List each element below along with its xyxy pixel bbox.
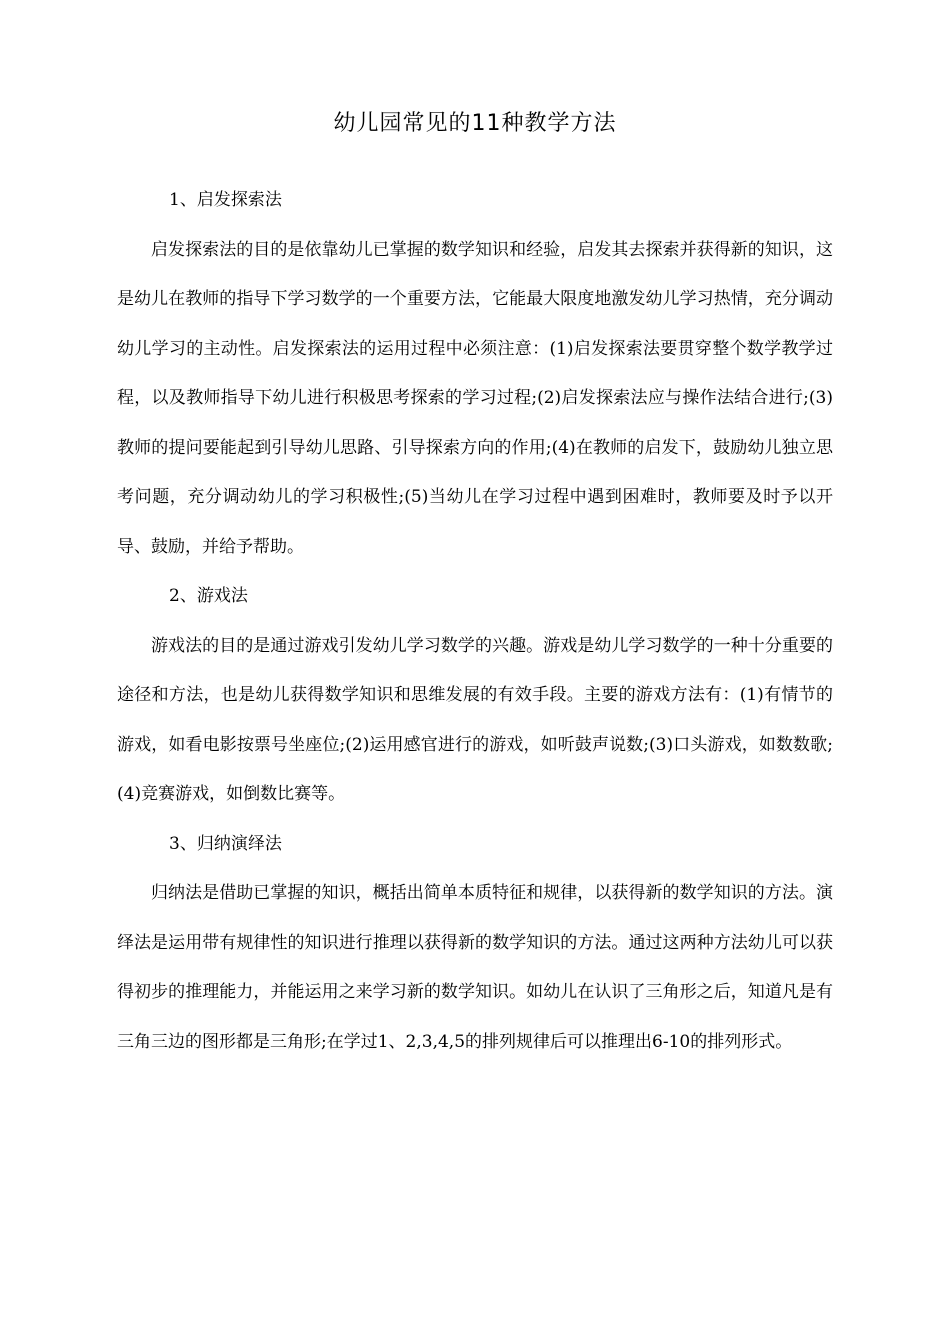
document-title: 幼儿园常见的11种教学方法 bbox=[333, 111, 617, 136]
section-heading: 2、游戏法 bbox=[169, 586, 248, 606]
section-heading: 1、启发探索法 bbox=[169, 190, 282, 210]
section-paragraph: 游戏法的目的是通过游戏引发幼儿学习数学的兴趣。游戏是幼儿学习数学的一种十分重要的途径和方法，也是幼儿获得数学知识和思维发展的有效手段。主要的游戏方法有：(1)有情节的游戏，如看电影按票号坐座位;(2)运用感官进行的游戏，如听鼓声说数;(3)口头游戏，如数数歌;(4)竞赛游戏，如倒数比赛等。 bbox=[117, 635, 833, 804]
section-3 bbox=[117, 820, 833, 1068]
section-1 bbox=[117, 176, 833, 572]
section-2 bbox=[117, 572, 833, 820]
section-paragraph: 归纳法是借助已掌握的知识，概括出简单本质特征和规律，以获得新的数学知识的方法。演绎法是运用带有规律性的知识进行推理以获得新的数学知识的方法。通过这两种方法幼儿可以获得初步的推理能力，并能运用之来学习新的数学知识。如幼儿在认识了三角形之后，知道凡是有三角三边的图形都是三角形;在学过1、2,3,4,5的排列规律后可以推理出6-10的排列形式。 bbox=[117, 883, 833, 1052]
section-paragraph: 启发探索法的目的是依靠幼儿已掌握的数学知识和经验，启发其去探索并获得新的知识，这是幼儿在教师的指导下学习数学的一个重要方法，它能最大限度地激发幼儿学习热情，充分调动幼儿学习的主动性。启发探索法的运用过程中必须注意：(1)启发探索法要贯穿整个数学教学过程，以及教师指导下幼儿进行积极思考探索的学习过程;(2)启发探索法应与操作法结合进行;(3)教师的提问要能起到引导幼儿思路、引导探索方向的作用;(4)在教师的启发下，鼓励幼儿独立思考问题，充分调动幼儿的学习积极性;(5)当幼儿在学习过程中遇到困难时，教师要及时予以开导、鼓励，并给予帮助。 bbox=[117, 239, 833, 557]
document-body bbox=[117, 176, 833, 1067]
section-heading: 3、归纳演绎法 bbox=[169, 833, 282, 854]
